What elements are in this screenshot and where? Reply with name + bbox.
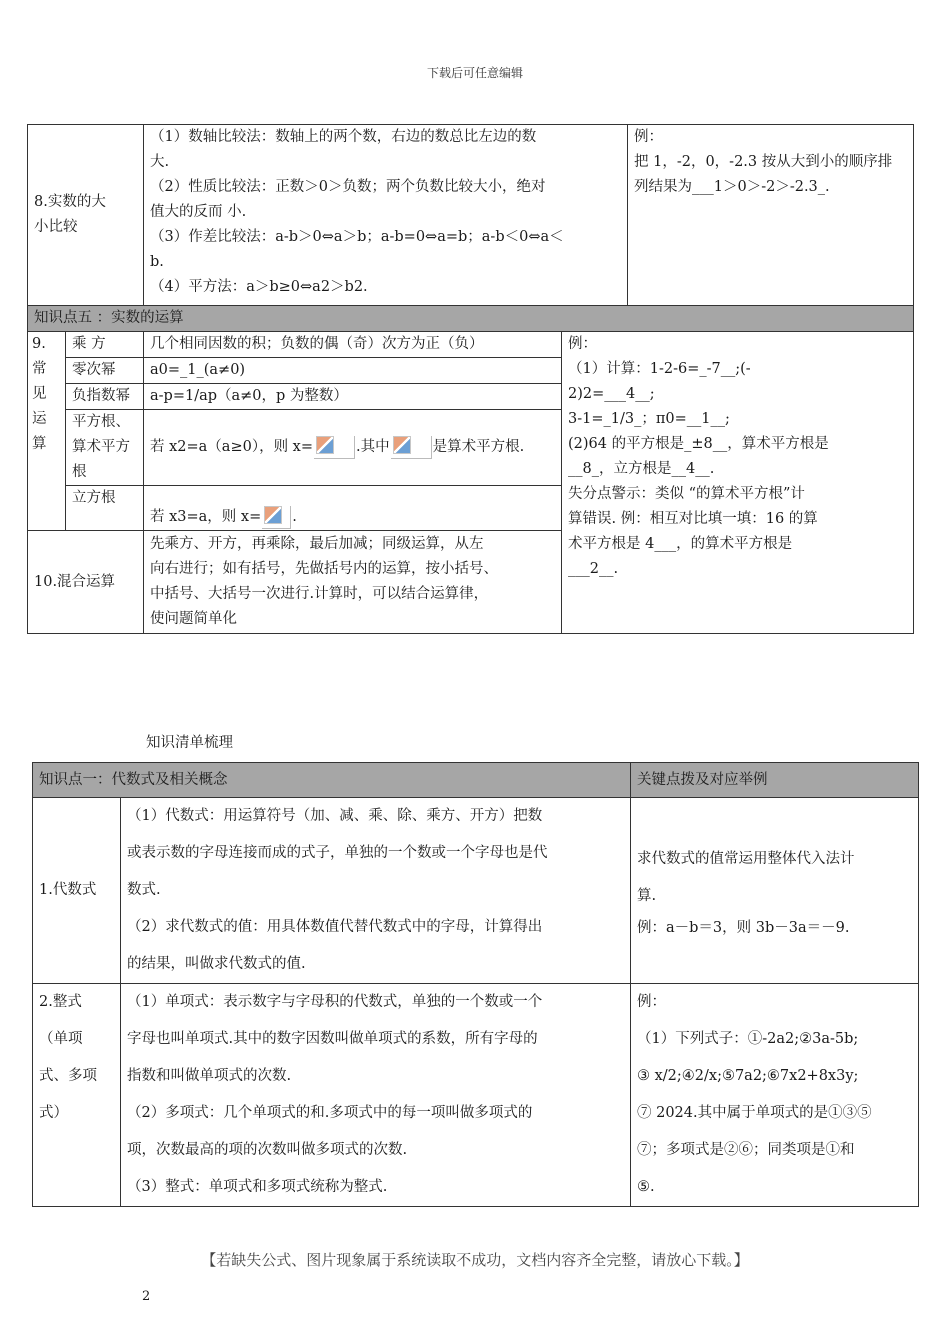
op-name-power: 乘 方 — [66, 332, 144, 358]
row8-content: （1）数轴比较法：数轴上的两个数，右边的数总比左边的数 大. （2）性质比较法：正数＞0＞负数；两个负数比较大小，绝对 值大的反而 小. （3）作差比较法：a-b＞0⇔a＞b；a-b=0⇔a=b；a-b＜0⇔a＜ b. （4）平方法：a＞b≥0⇔a2＞b2. — [144, 125, 628, 306]
op-desc-zero-power: a0=_1_(a≠0) — [144, 358, 562, 384]
row10-title: 10.混合运算 — [28, 531, 144, 634]
algebra-table — [32, 762, 919, 1207]
missing-image-icon — [391, 436, 432, 459]
page-number: 2 — [142, 1289, 151, 1304]
row8-example: 例： 把 1，-2，0，-2.3 按从大到小的顺序排 列结果为___1＞0＞-2＞-2.3_. — [628, 125, 914, 306]
missing-image-icon — [262, 506, 291, 529]
row2-title: 2.整式 （单项 式、多项 式） — [33, 984, 121, 1207]
op-name-negative-power: 负指数幂 — [66, 384, 144, 410]
row8-title: 8.实数的大小比较 — [28, 125, 144, 306]
row1-example: 求代数式的值常运用整体代入法计 算. 例：a－b＝3，则 3b－3a＝－9. — [631, 798, 919, 984]
row1-title: 1.代数式 — [33, 798, 121, 984]
section-title-5: 知识点五 ：实数的运算 — [28, 306, 914, 332]
op-desc-power: 几个相同因数的积；负数的偶（奇）次方为正（负） — [144, 332, 562, 358]
row2-content: （1）单项式：表示数字与字母积的代数式，单独的一个数或一个 字母也叫单项式.其中的数字因数叫做单项式的系数，所有字母的 指数和叫做单项式的次数. （2）多项式：几个单项式的和.多项式中的每一项叫做多项式的 项，次数最高的项的次数叫做多项式的次数. （3）整式：单项式和多项式统称为整式. — [121, 984, 631, 1207]
op-name-zero-power: 零次幂 — [66, 358, 144, 384]
op-desc-square-root: 若 x2=a（a≥0），则 x= .其中 是算术平方根. — [144, 410, 562, 486]
header-note: 下载后可任意编辑 — [426, 66, 523, 80]
op-desc-negative-power: a-p=1/ap（a≠0，p 为整数） — [144, 384, 562, 410]
op-name-cube-root: 立方根 — [66, 486, 144, 531]
op-name-square-root: 平方根、算术平方根 — [66, 410, 144, 486]
real-number-table — [27, 124, 914, 634]
row10-content: 先乘方、开方，再乘除，最后加减；同级运算，从左 向右进行；如有括号，先做括号内的运算，按小括号、 中括号、大括号一次进行.计算时，可以结合运算律， 使问题简单化 — [144, 531, 562, 634]
row9-example: 例： （1）计算：1-2-6=_-7__;(- 2)2=___4__; 3-1=_1/3_；π0=__1__; (2)64 的平方根是_±8__，算术平方根是 __8_，立方根是__4__. 失分点警示：类似 “的算术平方根”计 算错误. 例：相互对比填一填：16 的算 术平方根是 4___，的算术平方根是 ___2__. — [562, 332, 914, 634]
op-desc-cube-root: 若 x3=a，则 x= . — [144, 486, 562, 531]
row9-title: 9. 常 见 运 算 — [28, 332, 66, 531]
table2-header-right: 关键点拨及对应举例 — [631, 763, 919, 798]
table2-header-left: 知识点一：代数式及相关概念 — [33, 763, 631, 798]
row2-example: 例： （1）下列式子：①-2a2;②3a-5b; ③ x/2;④2/x;⑤7a2;⑥7x2+8x3y; ⑦ 2024.其中属于单项式的是①③⑤ ⑦；多项式是②⑥；同类项是①和 ⑤. — [631, 984, 919, 1207]
list-title: 知识清单梳理 — [146, 735, 233, 751]
row1-content: （1）代数式：用运算符号（加、减、乘、除、乘方、开方）把数 或表示数的字母连接而成的式子，单独的一个数或一个字母也是代 数式. （2）求代数式的值：用具体数值代替代数式中的字母，计算得出 的结果，叫做求代数式的值. — [121, 798, 631, 984]
footer-note: 【若缺失公式、图片现象属于系统读取不成功，文档内容齐全完整，请放心下载。】 — [201, 1251, 749, 1269]
missing-image-icon — [314, 436, 355, 459]
